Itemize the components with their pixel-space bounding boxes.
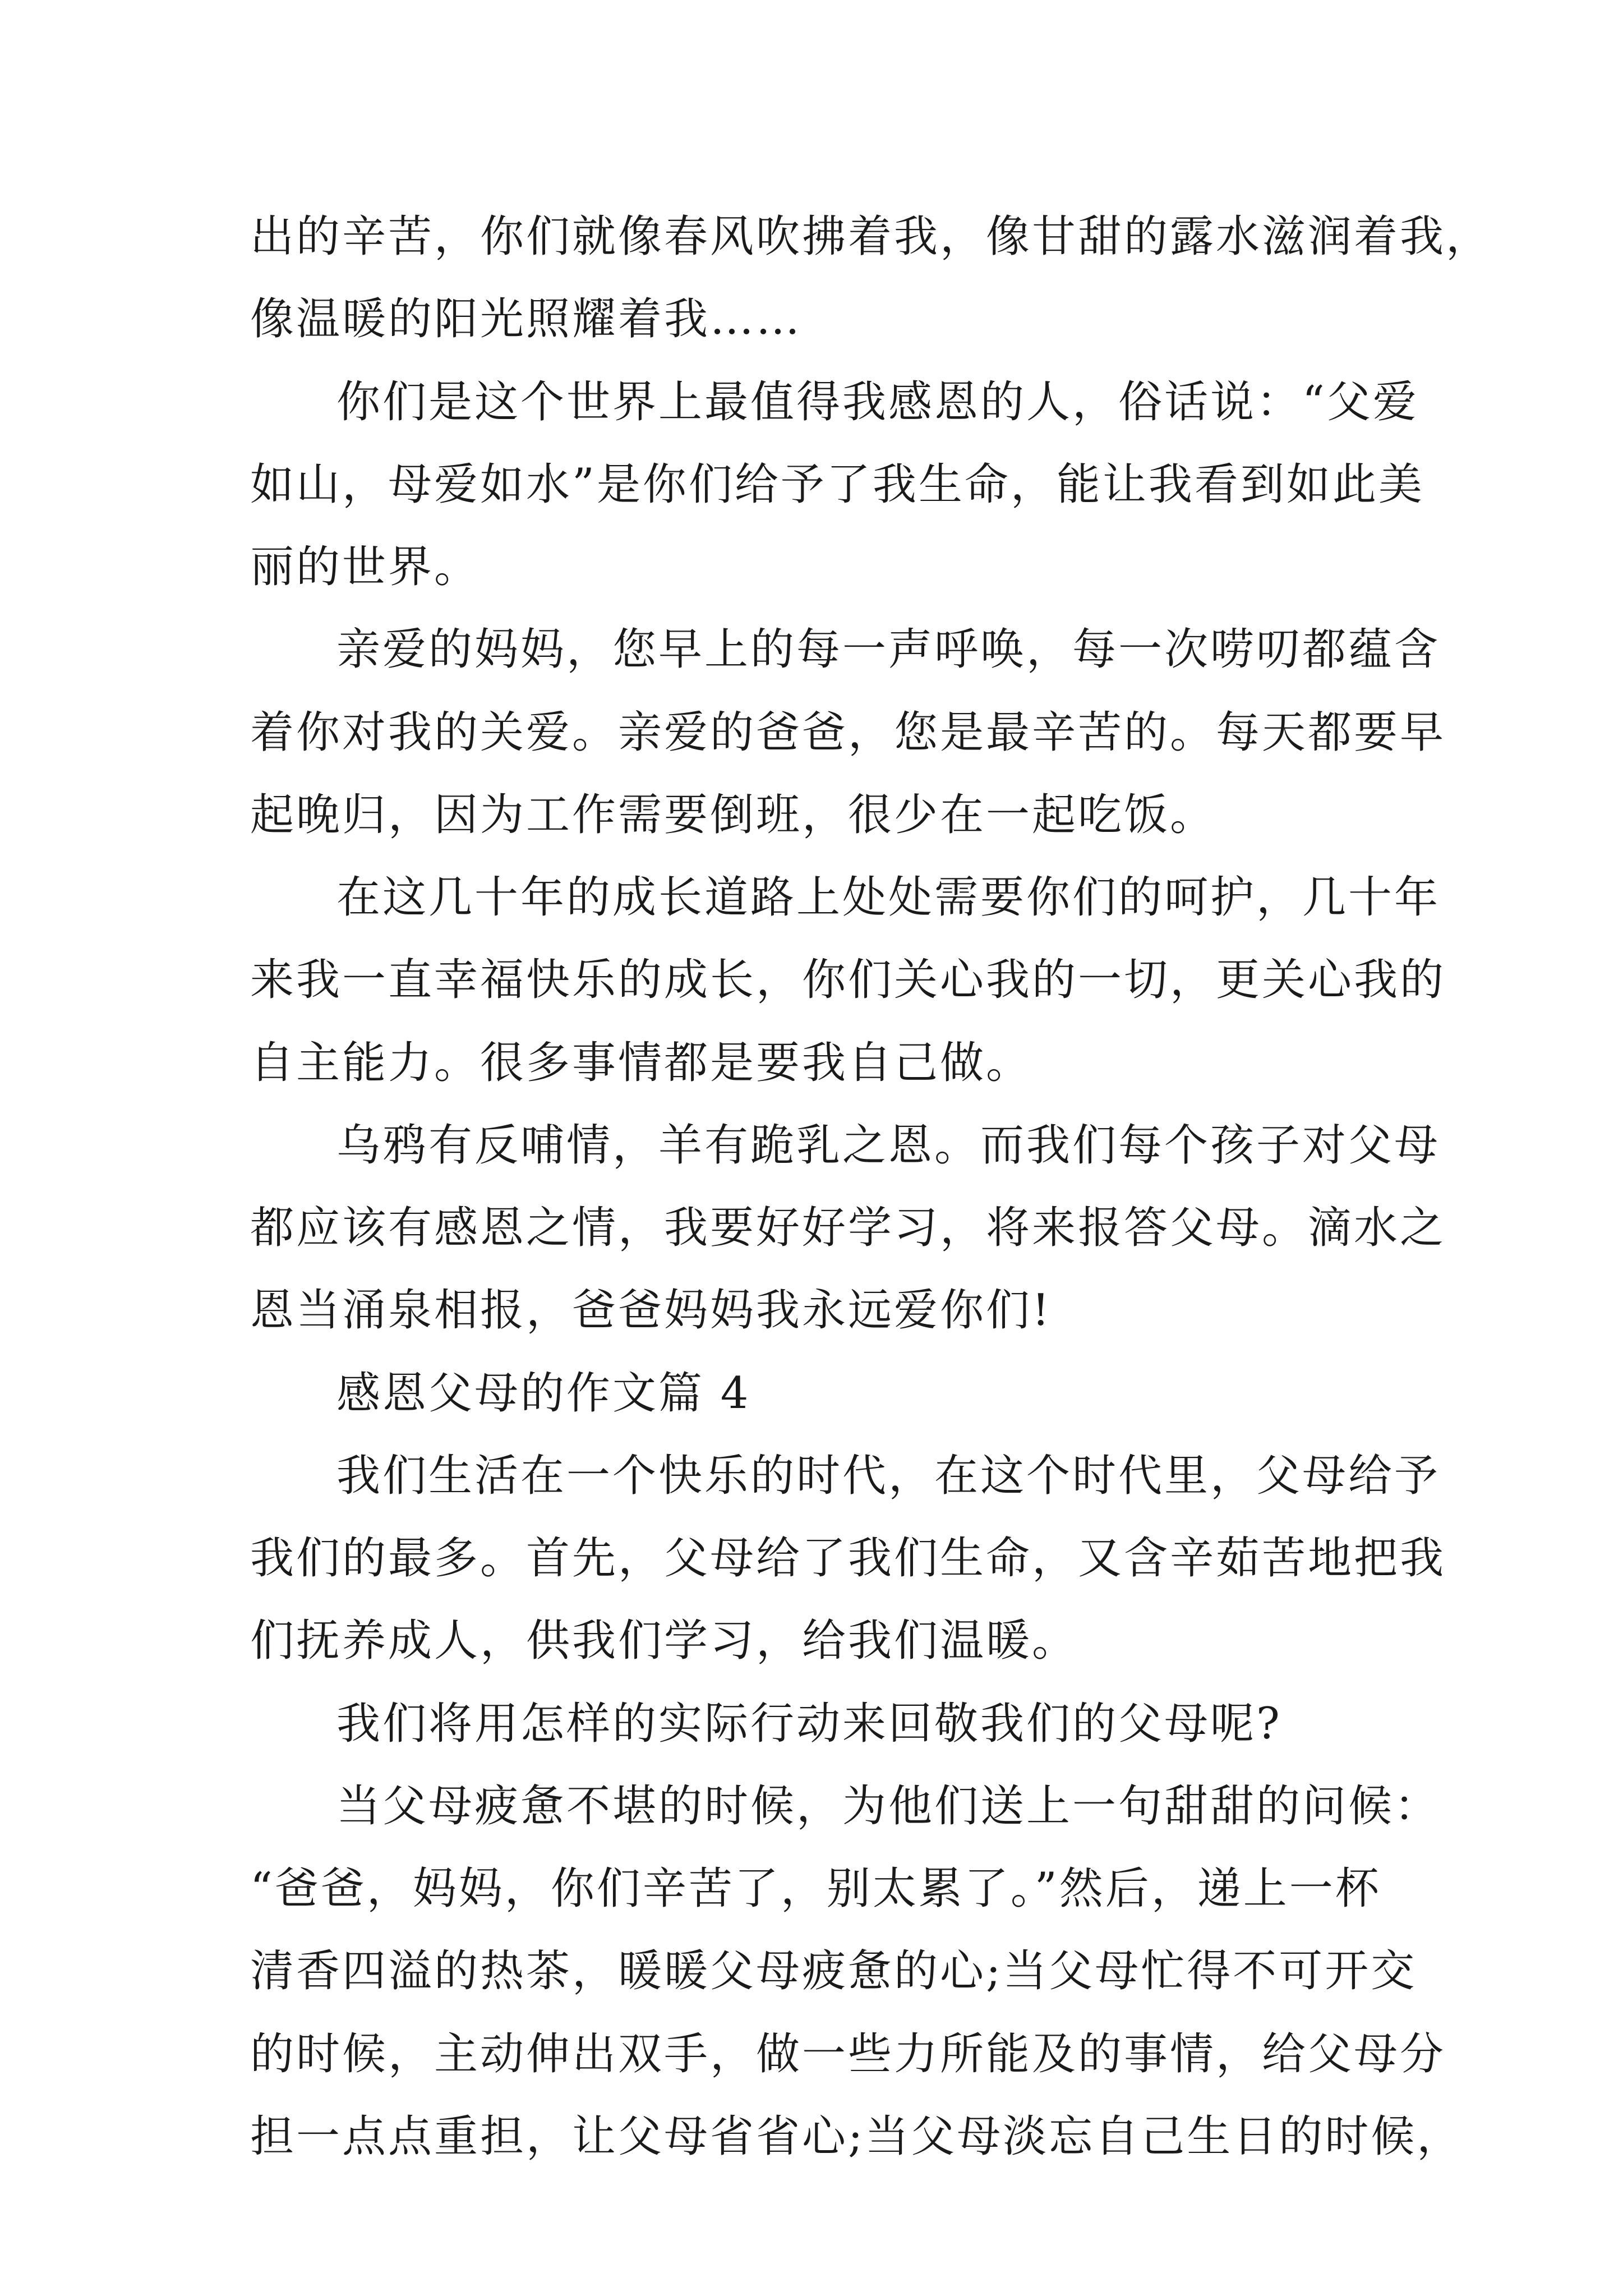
paragraph-first-line: 乌鸦有反哺情，羊有跪乳之恩。而我们每个孩子对父母: [336, 1120, 1441, 1171]
text-line: 自主能力。很多事情都是要我自己做。: [250, 1038, 1032, 1088]
text-line: 都应该有感恩之情，我要好好学习，将来报答父母。滴水之: [250, 1203, 1446, 1253]
section-heading: 感恩父母的作文篇 4: [336, 1368, 751, 1419]
text-line: 丽的世界。: [250, 542, 481, 592]
text-line: 我们的最多。首先，父母给了我们生命，又含辛茹苦地把我: [250, 1533, 1446, 1584]
text-line: 的时候，主动伸出双手，做一些力所能及的事情，给父母分: [250, 2029, 1446, 2079]
text-line: 出的辛苦，你们就像春风吹拂着我，像甘甜的露水滋润着我，: [250, 211, 1492, 262]
paragraph-first-line: 你们是这个世界上最值得我感恩的人，俗话说：“父爱: [336, 377, 1419, 427]
paragraph-first-line: 我们生活在一个快乐的时代，在这个时代里，父母给予: [336, 1451, 1441, 1501]
text-line: 着你对我的关爱。亲爱的爸爸，您是最辛苦的。每天都要早: [250, 707, 1446, 758]
paragraph-first-line: 我们将用怎样的实际行动来回敬我们的父母呢?: [336, 1699, 1282, 1749]
text-line: 起晚归，因为工作需要倒班，很少在一起吃饭。: [250, 790, 1216, 840]
text-line: 清香四溢的热茶，暖暖父母疲惫的心;当父母忙得不可开交: [250, 1946, 1417, 1996]
text-line: 来我一直幸福快乐的成长，你们关心我的一切，更关心我的: [250, 955, 1446, 1005]
text-line: 恩当涌泉相报，爸爸妈妈我永远爱你们!: [250, 1285, 1052, 1336]
paragraph-first-line: 亲爱的妈妈，您早上的每一声呼唤，每一次唠叨都蕴含: [336, 624, 1441, 675]
paragraph-first-line: 当父母疲惫不堪的时候，为他们送上一句甜甜的问候：: [336, 1781, 1441, 1832]
paragraph-first-line: 在这几十年的成长道路上处处需要你们的呵护，几十年: [336, 872, 1441, 923]
text-line: 担一点点重担，让父母省省心;当父母淡忘自己生日的时候，: [250, 2111, 1463, 2162]
text-line: 如山，母爱如水”是你们给予了我生命，能让我看到如此美: [250, 459, 1424, 510]
text-line: 们抚养成人，供我们学习，给我们温暖。: [250, 1616, 1078, 1666]
text-line: “爸爸，妈妈，你们辛苦了，别太累了。”然后，递上一杯: [250, 1864, 1381, 1914]
text-line: 像温暖的阳光照耀着我……: [250, 294, 803, 344]
